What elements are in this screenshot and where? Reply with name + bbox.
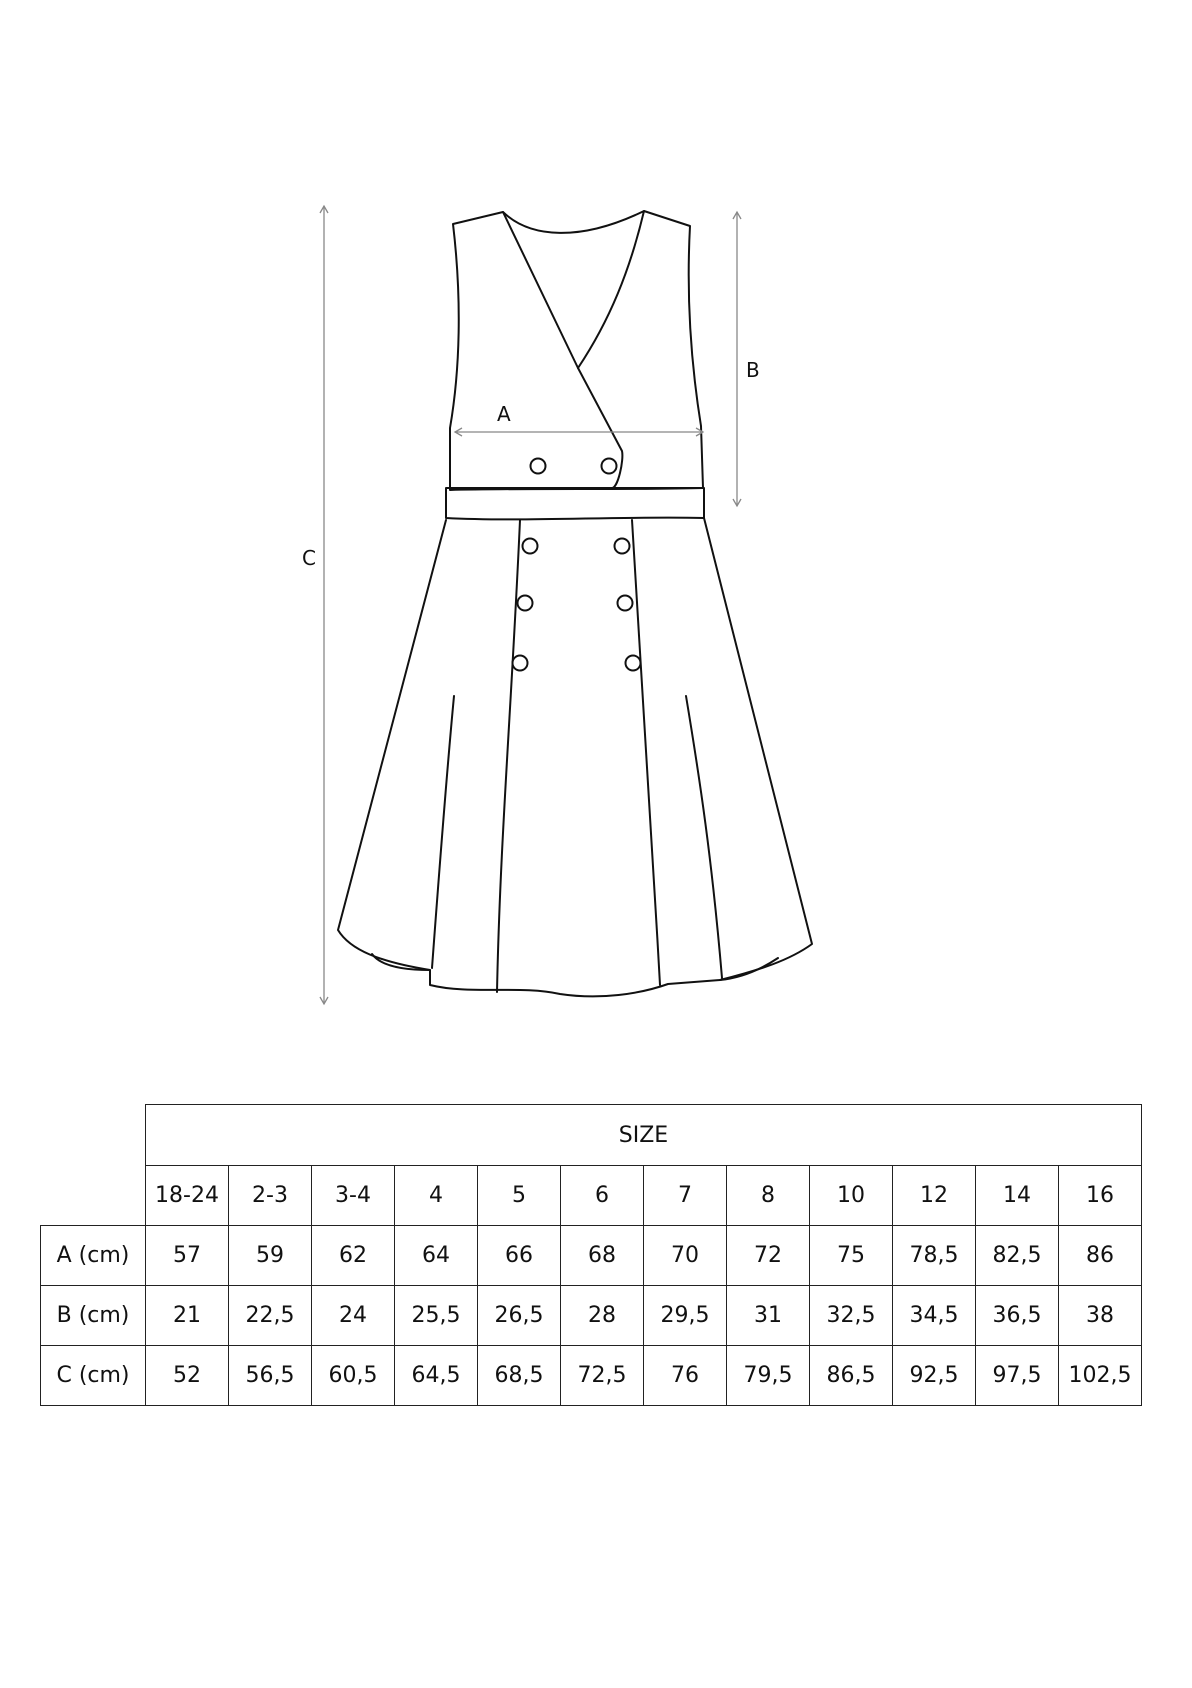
measurement-value: 34,5 — [893, 1286, 976, 1346]
measurement-value: 97,5 — [976, 1346, 1059, 1406]
size-header-cell: 10 — [810, 1166, 893, 1226]
size-header-cell: 7 — [644, 1166, 727, 1226]
measurement-value: 25,5 — [395, 1286, 478, 1346]
size-header-cell: 18-24 — [146, 1166, 229, 1226]
skirt-outline — [338, 518, 812, 996]
size-header-cell: 12 — [893, 1166, 976, 1226]
measurement-value: 59 — [229, 1226, 312, 1286]
measurement-value: 68 — [561, 1226, 644, 1286]
seam-right — [686, 696, 722, 978]
measurement-value: 72 — [727, 1226, 810, 1286]
size-header-cell: 16 — [1059, 1166, 1142, 1226]
measurement-value: 66 — [478, 1226, 561, 1286]
button — [531, 459, 546, 474]
front-panel-right — [632, 520, 660, 985]
button — [618, 596, 633, 611]
measurement-value: 36,5 — [976, 1286, 1059, 1346]
measurement-value: 70 — [644, 1226, 727, 1286]
measurement-value: 86,5 — [810, 1346, 893, 1406]
measurement-value: 64,5 — [395, 1346, 478, 1406]
button — [518, 596, 533, 611]
measurement-value: 92,5 — [893, 1346, 976, 1406]
size-title-row — [41, 1105, 1142, 1166]
measurement-value: 86 — [1059, 1226, 1142, 1286]
size-header-row — [41, 1166, 1142, 1226]
dimension-a-label: A — [497, 402, 511, 426]
measurement-value: 72,5 — [561, 1346, 644, 1406]
bodice-outline — [450, 211, 703, 490]
measurement-value: 32,5 — [810, 1286, 893, 1346]
size-header-cell: 8 — [727, 1166, 810, 1226]
measurement-row — [41, 1226, 1142, 1286]
measurement-value: 76 — [644, 1346, 727, 1406]
measurement-value: 68,5 — [478, 1346, 561, 1406]
button — [615, 539, 630, 554]
measurement-value: 26,5 — [478, 1286, 561, 1346]
neckline-inner — [578, 211, 644, 368]
measurement-label: B (cm) — [41, 1286, 146, 1346]
measurement-value: 75 — [810, 1226, 893, 1286]
dimension-b-label: B — [746, 358, 760, 382]
measurement-label: A (cm) — [41, 1226, 146, 1286]
measurement-value: 57 — [146, 1226, 229, 1286]
underskirt-right — [720, 958, 778, 980]
button — [602, 459, 617, 474]
neckline-wrap — [503, 212, 622, 488]
measurement-row — [41, 1346, 1142, 1406]
measurement-value: 38 — [1059, 1286, 1142, 1346]
measurement-value: 78,5 — [893, 1226, 976, 1286]
button — [626, 656, 641, 671]
size-header-cell: 14 — [976, 1166, 1059, 1226]
measurement-value: 52 — [146, 1346, 229, 1406]
button — [523, 539, 538, 554]
measurement-value: 62 — [312, 1226, 395, 1286]
measurement-value: 60,5 — [312, 1346, 395, 1406]
measurement-label: C (cm) — [41, 1346, 146, 1406]
size-chart-table — [40, 1104, 1142, 1406]
measurement-value: 102,5 — [1059, 1346, 1142, 1406]
measurement-row — [41, 1286, 1142, 1346]
size-header-cell: 6 — [561, 1166, 644, 1226]
seam-left — [432, 696, 454, 968]
measurement-value: 31 — [727, 1286, 810, 1346]
measurement-value: 56,5 — [229, 1346, 312, 1406]
measurement-value: 64 — [395, 1226, 478, 1286]
size-header-cell: 3-4 — [312, 1166, 395, 1226]
measurement-value: 82,5 — [976, 1226, 1059, 1286]
dimension-c-label: C — [302, 546, 316, 570]
measurement-value: 21 — [146, 1286, 229, 1346]
measurement-value: 29,5 — [644, 1286, 727, 1346]
size-header-cell: 4 — [395, 1166, 478, 1226]
button — [513, 656, 528, 671]
front-panel-left — [497, 520, 520, 992]
size-header-cell: 2-3 — [229, 1166, 312, 1226]
size-header-cell: 5 — [478, 1166, 561, 1226]
size-title: SIZE — [146, 1105, 1142, 1166]
measurement-value: 79,5 — [727, 1346, 810, 1406]
measurement-value: 24 — [312, 1286, 395, 1346]
measurement-value: 22,5 — [229, 1286, 312, 1346]
waistband — [446, 488, 704, 519]
measurement-value: 28 — [561, 1286, 644, 1346]
